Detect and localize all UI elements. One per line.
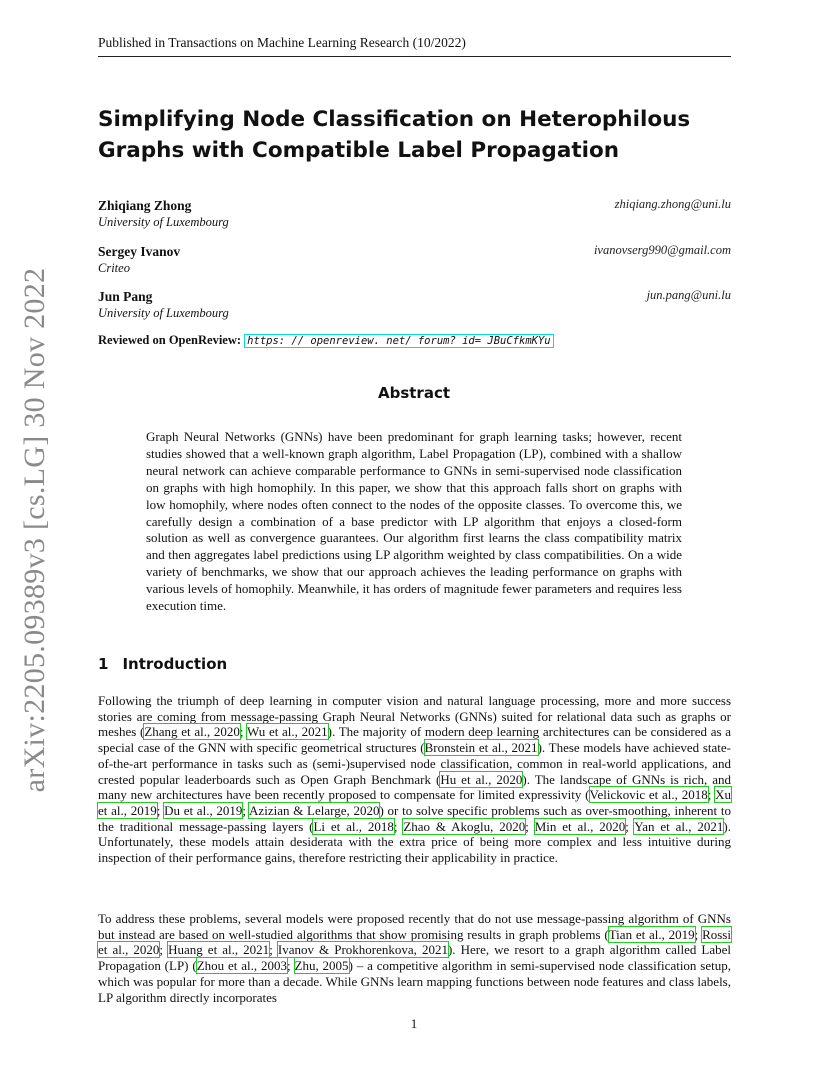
abstract-text: Graph Neural Networks (GNNs) have been predominant for graph learning tasks; however, recent studies showed that a well-known graph algorithm, Label Propagation (LP), combined with a shallow neural network can achieve comparable performance to GNNs in semi-supervised node classification on graphs with high homophily. In this paper, we show that this approach falls short on graphs with low homophily, where nodes often connect to the nodes of the opposite classes. To overcome this, we carefully design a combination of a base predictor with LP algorithm that enjoys a closed-form solution as well as convergence guarantees. Our algorithm first learns the class compatibility matrix and then aggregates label predictions using LP algorithm weighted by class compatibilities. On a wide variety of benchmarks, we show that our approach achieves the leading performance on graphs with various levels of homophily. Meanwhile, it has orders of magnitude fewer parameters and requires less execution time. [146, 429, 682, 614]
paragraph-text: ) or to solve specific problems such as over-smoothing, inherent to the traditional message-passing layers ( [98, 802, 731, 834]
citation-link[interactable]: Velickovic et al., 2018 [589, 787, 708, 803]
paragraph-text: ; [625, 818, 635, 834]
paragraph-text: ; [159, 942, 169, 958]
paragraph-text: ; [525, 818, 535, 834]
paragraph-text: ). The majority of modern deep learning architectures can be considered as a special case of the GNN with specific geometrical structures ( [98, 724, 731, 756]
arxiv-identifier [0, 267, 70, 793]
citation-link[interactable]: Zhou et al., 2003 [196, 958, 288, 974]
paragraph-text: ; [287, 958, 295, 974]
openreview-link[interactable]: https: // openreview. net/ forum? id= JBuCfkmKYu [244, 334, 553, 348]
paragraph-text: ; [707, 787, 716, 803]
running-head: Published in Transactions on Machine Learning Research (10/2022) [98, 35, 731, 57]
author-name: Sergey Ivanov [98, 244, 181, 259]
paragraph-text: Following the triumph of deep learning in computer vision and natural language processing, more and more success stories are coming from message-passing Graph Neural Networks (GNNs) suited for relational data such as graphs or meshes ( [98, 693, 731, 740]
author-block [98, 197, 731, 230]
citation-link[interactable]: Zhang et al., 2020 [144, 724, 240, 740]
author-email[interactable]: ivanovserg990@gmail.com [593, 243, 731, 257]
citation-link[interactable]: Azizian & Lelarge, 2020 [249, 802, 380, 818]
author-email[interactable]: zhiqiang.zhong@uni.lu [614, 197, 731, 211]
paragraph-text: ; [694, 926, 703, 942]
citation-link[interactable]: Tian et al., 2019 [608, 926, 695, 942]
review-label: Reviewed on OpenReview: [98, 333, 242, 347]
review-line [98, 333, 554, 348]
author-affiliation: University of Luxembourg [98, 215, 229, 229]
paragraph-text: ; [269, 942, 278, 958]
citation-link[interactable]: Min et al., 2020 [534, 818, 626, 834]
citation-link[interactable]: Bronstein et al., 2021 [424, 740, 538, 756]
author-block [98, 243, 731, 276]
author-name: Zhiqiang Zhong [98, 198, 192, 213]
citation-link[interactable]: Xu et al., 2019 [98, 787, 731, 818]
citation-link[interactable]: Du et al., 2019 [164, 802, 243, 818]
citation-link[interactable]: Wu et al., 2021 [247, 724, 328, 740]
author-block [98, 288, 731, 321]
paragraph-text: ). The landscape of GNNs is rich, and many new architectures have been recently proposed to compensate for limited expressivity ( [98, 771, 732, 803]
intro-paragraph-2 [98, 911, 731, 1005]
paper-title: Simplifying Node Classification on Heterophilous Graphs with Compatible Label Propagation [98, 107, 691, 163]
citation-link[interactable]: Zhu, 2005 [294, 958, 349, 974]
paragraph-text: ). Unfortunately, these models attain desiderata with the extra price of being more complex and less intuitive during inspection of their performance gains, therefore restricting their applicability in practice. [98, 818, 731, 866]
abstract-heading: Abstract [377, 384, 451, 402]
paragraph-text: To address these problems, several models were proposed recently that do not use message-passing algorithm of GNNs but instead are based on well-studied algorithms that show promising results in graph problems ( [98, 911, 731, 942]
paragraph-text: ; [156, 802, 165, 818]
section-title: Introduction [122, 655, 228, 673]
paragraph-text: ; [239, 724, 247, 740]
author-affiliation: Criteo [98, 261, 130, 275]
section-heading [98, 655, 227, 673]
paragraph-text: ). These models have achieved state-of-the-art performance in tasks such as (semi-)supervised node classification, common in real-world applications, and crested popular leaderboards such as Open Graph Benchmark ( [98, 740, 731, 787]
citation-link[interactable]: Li et al., 2018 [313, 818, 394, 834]
author-email[interactable]: jun.pang@uni.lu [646, 288, 731, 302]
paragraph-text: ) – a competitive algorithm in semi-supervised node classification setup, which was popular for more than a decade. While GNNs learn mapping functions between node features and class labels, LP algorithm directly incorporates [98, 958, 731, 1005]
paragraph-text: ). Here, we resort to a graph algorithm called Label Propagation (LP) ( [98, 942, 732, 974]
page-number: 1 [410, 1016, 418, 1031]
citation-link[interactable]: Zhao & Akoglu, 2020 [403, 818, 526, 834]
arxiv-identifier-text: arXiv:2205.09389v3 [cs.LG] 30 Nov 2022 [18, 267, 51, 793]
section-number: 1 [98, 655, 109, 673]
citation-link[interactable]: Huang et al., 2021 [168, 942, 270, 958]
citation-link[interactable]: Rossi et al., 2020 [98, 926, 731, 958]
author-affiliation: University of Luxembourg [98, 306, 229, 320]
citation-link[interactable]: Hu et al., 2020 [440, 771, 523, 787]
citation-link[interactable]: Yan et al., 2021 [634, 818, 724, 834]
paragraph-text: ; [242, 802, 250, 818]
paragraph-text: ; [393, 818, 404, 834]
citation-link[interactable]: Ivanov & Prokhorenkova, 2021 [277, 942, 448, 958]
intro-paragraph-1 [98, 693, 731, 866]
author-name: Jun Pang [98, 289, 153, 304]
